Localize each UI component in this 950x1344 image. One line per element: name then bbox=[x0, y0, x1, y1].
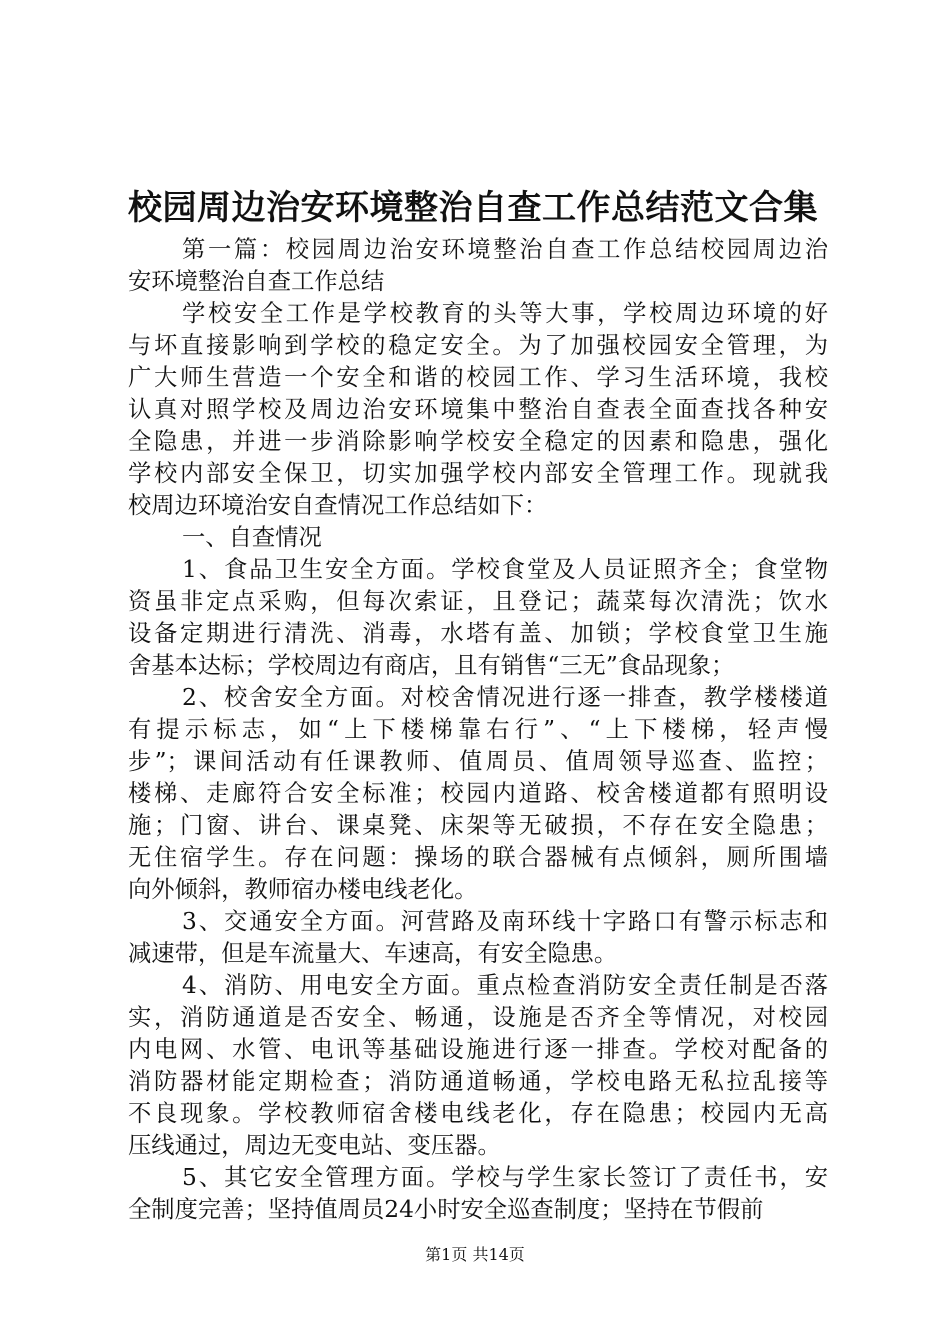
text-line: 资虽非定点采购，但每次索证，且登记；蔬菜每次清洗；饮水 bbox=[128, 588, 828, 615]
text-line: 实，消防通道是否安全、畅通，设施是否齐全等情况，对校园 bbox=[128, 1004, 828, 1031]
text-line: 向外倾斜，教师宿办楼电线老化。 bbox=[128, 876, 478, 903]
text-line: 压线通过，周边无变电站、变压器。 bbox=[128, 1132, 501, 1159]
page-footer: 第1页 共14页 bbox=[425, 1245, 525, 1264]
text-line: 设备定期进行清洗、消毒，水塔有盖、加锁；学校食堂卫生施 bbox=[128, 620, 828, 647]
text-line: 与坏直接影响到学校的稳定安全。为了加强校园安全管理，为 bbox=[128, 332, 828, 359]
text-line: 第一篇：校园周边治安环境整治自查工作总结校园周边治 bbox=[182, 236, 828, 263]
text-line: 4、消防、用电安全方面。重点检查消防安全责任制是否落 bbox=[182, 972, 828, 999]
text-line: 一、自查情况 bbox=[182, 524, 322, 551]
text-line: 楼梯、走廊符合安全标准；校园内道路、校舍楼道都有照明设 bbox=[128, 780, 828, 807]
text-line: 消防器材能定期检查；消防通道畅通，学校电路无私拉乱接等 bbox=[128, 1068, 828, 1095]
text-line: 校周边环境治安自查情况工作总结如下： bbox=[128, 492, 548, 519]
text-line: 认真对照学校及周边治安环境集中整治自查表全面查找各种安 bbox=[128, 396, 828, 423]
text-line: 步”；课间活动有任课教师、值周员、值周领导巡查、监控； bbox=[128, 748, 828, 775]
text-line: 广大师生营造一个安全和谐的校园工作、学习生活环境，我校 bbox=[128, 364, 828, 391]
text-line: 舍基本达标；学校周边有商店，且有销售“三无”食品现象； bbox=[128, 652, 735, 679]
document-body bbox=[128, 234, 828, 1226]
text-line: 安环境整治自查工作总结 bbox=[128, 268, 385, 295]
text-line: 减速带，但是车流量大、车速高，有安全隐患。 bbox=[128, 940, 618, 967]
text-line: 5、其它安全管理方面。学校与学生家长签订了责任书，安 bbox=[182, 1164, 828, 1191]
text-line: 1、食品卫生安全方面。学校食堂及人员证照齐全；食堂物 bbox=[182, 556, 828, 583]
text-line: 2、校舍安全方面。对校舍情况进行逐一排查，教学楼楼道 bbox=[182, 684, 828, 711]
document-title: 校园周边治安环境整治自查工作总结范文合集 bbox=[128, 188, 818, 228]
text-line: 施；门窗、讲台、课桌凳、床架等无破损，不存在安全隐患； bbox=[128, 812, 828, 839]
text-line: 无住宿学生。存在问题：操场的联合器械有点倾斜，厕所围墙 bbox=[128, 844, 828, 871]
text-line: 不良现象。学校教师宿舍楼电线老化，存在隐患；校园内无高 bbox=[128, 1100, 828, 1127]
text-line: 内电网、水管、电讯等基础设施进行逐一排查。学校对配备的 bbox=[128, 1036, 828, 1063]
text-line: 学校安全工作是学校教育的头等大事，学校周边环境的好 bbox=[182, 300, 828, 327]
text-line: 3、交通安全方面。河营路及南环线十字路口有警示标志和 bbox=[182, 908, 828, 935]
text-line: 学校内部安全保卫，切实加强学校内部安全管理工作。现就我 bbox=[128, 460, 828, 487]
text-line: 全隐患，并进一步消除影响学校安全稳定的因素和隐患，强化 bbox=[128, 428, 828, 455]
text-line: 全制度完善；坚持值周员24小时安全巡查制度；坚持在节假前 bbox=[128, 1196, 764, 1223]
text-line: 有提示标志，如“上下楼梯靠右行”、“上下楼梯，轻声慢 bbox=[128, 716, 828, 743]
